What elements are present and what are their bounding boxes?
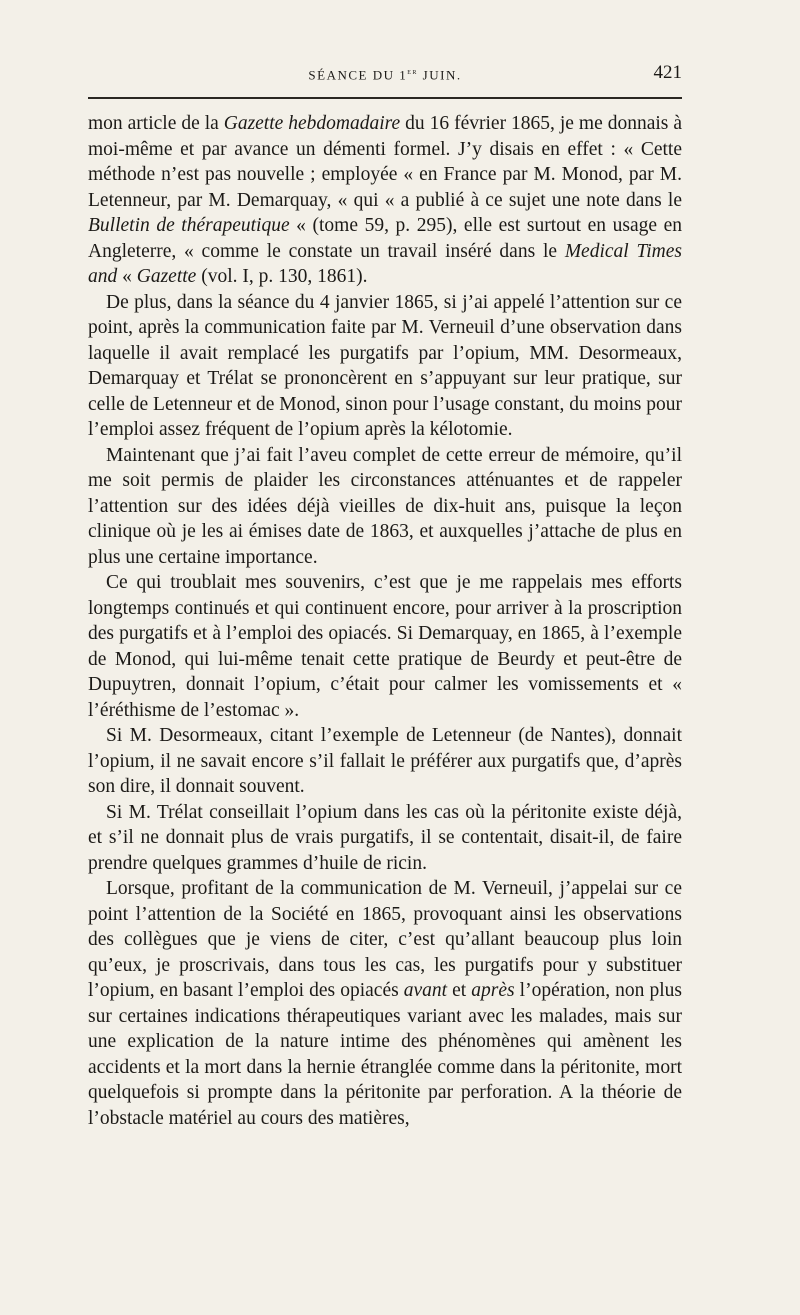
body-text: [88, 111, 682, 1131]
paragraph-3: Maintenant que j’ai fait l’aveu complet de cette erreur de mémoire, qu’il me soit permis de plaider les circonstances atténuantes et de rappeler l’attention sur des idées déjà vieilles de dix-huit ans, puisque la leçon clinique où je les ai émises date de 1863, et auxquelles j’attache de plus en plus une certaine importance.: [88, 444, 682, 568]
running-title: SÉANCE DU 1er JUIN.: [308, 66, 462, 83]
paragraph-2: De plus, dans la séance du 4 janvier 1865, si j’ai appelé l’attention sur ce point, après la communication faite par M. Verneuil d’une observation dans laquelle il avait remplacé les purgatifs par l’opium, MM. Desormeaux, Demarquay et Trélat se prononcèrent en s’appuyant sur leur pratique, sur celle de Letenneur et de Monod, sinon pour l’usage constant, du moins pour l’emploi assez fréquent de l’opium après la kélotomie.: [88, 291, 682, 440]
paragraph-1: mon article de la Gazette hebdomadaire du 16 février 1865, je me donnais à moi-même et par avance un démenti formel. J’y disais en effet : « Cette méthode n’est pas nouvelle ; employée « en France par M. Monod, par M. Letenneur, par M. Demarquay, « qui « a publié à ce sujet une note dans le Bulletin de thérapeutique « (tome 59, p. 295), elle est surtout en usage en Angleterre, « comme le constate un travail inséré dans le Medical Times and « Gazette (vol. I, p. 130, 1861).: [88, 113, 682, 287]
paragraph-4: Ce qui troublait mes souvenirs, c’est que je me rappelais mes efforts longtemps continués et qui continuent encore, pour arriver à la proscription des purgatifs et à l’emploi des opiacés. Si Demarquay, en 1865, à l’exemple de Monod, qui lui-même tenait cette pratique de Beurdy et peut-être de Dupuytren, donnait l’opium, c’était pour calmer les vomissements et « l’éréthisme de l’estomac ».: [88, 572, 682, 721]
paragraph-6: Si M. Trélat conseillait l’opium dans les cas où la péritonite existe déjà, et s’il ne donnait plus de vrais purgatifs, il se contentait, disait-il, de faire prendre quelques grammes d’huile de ricin.: [88, 801, 682, 874]
header-rule: [88, 97, 682, 99]
page-number: 421: [653, 62, 682, 83]
running-header: [88, 62, 682, 92]
paragraph-7: Lorsque, profitant de la communication de M. Verneuil, j’appelai sur ce point l’attention de la Société en 1865, provoquant ainsi les observations des collègues que je viens de citer, c’est qu’allant beaucoup plus loin qu’eux, je proscrivais, dans tous les cas, les purgatifs pour y substituer l’opium, en basant l’emploi des opiacés avant et après l’opération, non plus sur certaines indications thérapeutiques variant avec les malades, mais sur une explication de la nature intime des phénomènes qui amènent les accidents et la mort dans la hernie étranglée comme dans la péritonite, mort quelquefois si prompte dans la péritonite par perforation. A la théorie de l’obstacle matériel au cours des matières,: [88, 878, 682, 1129]
paragraph-5: Si M. Desormeaux, citant l’exemple de Letenneur (de Nantes), donnait l’opium, il ne savait encore s’il fallait le préférer aux purgatifs que, d’après son dire, il donnait souvent.: [88, 725, 682, 797]
